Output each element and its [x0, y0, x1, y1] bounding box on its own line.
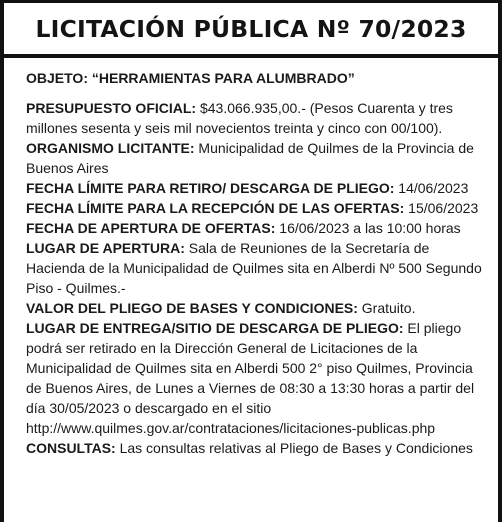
field-label: FECHA LÍMITE PARA RETIRO/ DESCARGA DE PLIEGO: — [26, 180, 395, 196]
field-lugar-apertura — [26, 238, 490, 298]
field-consultas — [26, 438, 490, 458]
field-value: Municipalidad de Quilmes de la Provincia de Buenos Aires — [26, 140, 474, 176]
field-presupuesto-oficial — [26, 98, 490, 138]
field-value: Gratuito. — [357, 300, 416, 316]
field-label: LUGAR DE APERTURA: — [26, 240, 185, 256]
field-label: LUGAR DE ENTREGA/SITIO DE DESCARGA DE PLIEGO: — [26, 320, 404, 336]
field-fecha-apertura — [26, 218, 490, 238]
field-lugar-entrega — [26, 318, 490, 438]
field-valor-pliego — [26, 298, 490, 318]
field-organismo-licitante — [26, 138, 490, 178]
field-value: Las consultas relativas al Pliego de Bases y Condiciones — [115, 440, 473, 456]
field-fecha-limite-retiro — [26, 178, 490, 198]
objeto-line: OBJETO: “HERRAMIENTAS PARA ALUMBRADO” — [26, 70, 355, 86]
field-label: ORGANISMO LICITANTE: — [26, 140, 195, 156]
field-value: 15/06/2023 — [404, 200, 479, 216]
field-value: El pliego podrá ser retirado en la Dirección General de Licitaciones de la Municipalidad de Quilmes sita en Alberdi 500 2° piso Quilmes, Provincia de Buenos Aires, de Lunes a Viernes de 08:30 a 13:30 horas a partir del día 30/05/2023 o descargado en el sitio http://www.quilmes.gov.ar/contrataciones/licitaciones-publicas.php — [26, 320, 475, 436]
field-fecha-limite-recepcion — [26, 198, 490, 218]
field-label: FECHA DE APERTURA DE OFERTAS: — [26, 220, 276, 236]
field-value: $43.066.935,00.- (Pesos Cuarenta y tres millones sesenta y seis mil novecientos treinta y cinco con 00/100). — [26, 100, 453, 136]
field-value: Sala de Reuniones de la Secretaría de Hacienda de la Municipalidad de Quilmes sita en Alberdi Nº 500 Segundo Piso - Quilmes.- — [26, 240, 482, 296]
field-label: CONSULTAS: — [26, 440, 116, 456]
field-value: 14/06/2023 — [394, 180, 469, 196]
field-label: PRESUPUESTO OFICIAL: — [26, 100, 197, 116]
notice-body — [4, 58, 498, 458]
field-label: FECHA LÍMITE PARA LA RECEPCIÓN DE LAS OFERTAS: — [26, 200, 405, 216]
notice-title: LICITACIÓN PÚBLICA Nº 70/2023 — [4, 0, 498, 58]
field-value: 16/06/2023 a las 10:00 horas — [275, 220, 461, 236]
field-label: VALOR DEL PLIEGO DE BASES Y CONDICIONES: — [26, 300, 358, 316]
